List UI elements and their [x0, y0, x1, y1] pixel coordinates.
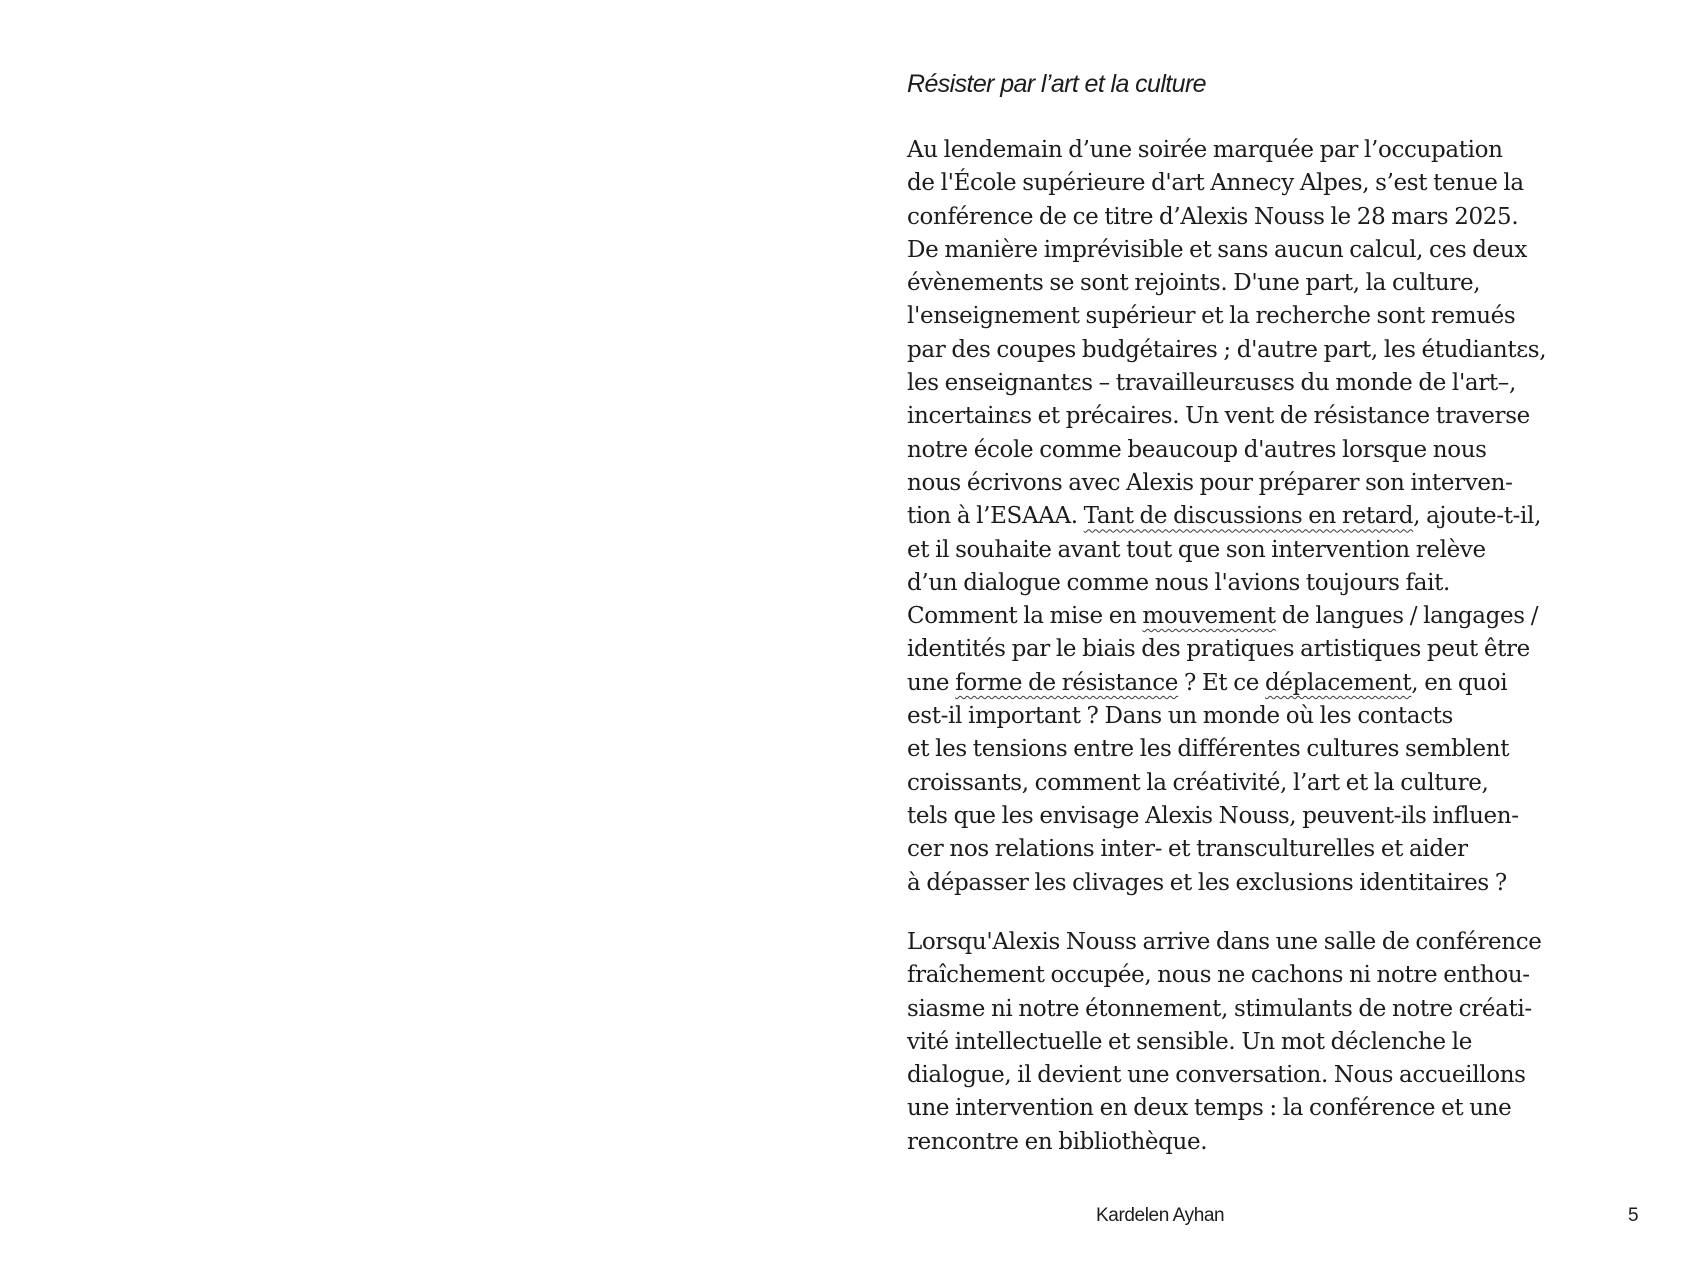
- text-segment: Comment la mise en: [907, 603, 1143, 630]
- text-line: [907, 500, 1667, 533]
- text-line: [907, 534, 1667, 567]
- text-line: [907, 633, 1667, 666]
- text-line: [907, 833, 1667, 866]
- text-line: [907, 700, 1667, 733]
- footer-author: Kardelen Ayhan: [1096, 1205, 1225, 1226]
- text-line: [907, 733, 1667, 766]
- text-line: [907, 201, 1667, 234]
- text-segment: par des coupes budgétaires ; d'autre part, les étudiantεs,: [907, 336, 1547, 363]
- text-line: [907, 400, 1667, 433]
- text-segment: cer nos relations inter- et transculturelles et aider: [907, 836, 1468, 863]
- text-segment: ? Et ce: [1178, 669, 1266, 696]
- text-segment: d’un dialogue comme nous l'avions toujours fait.: [907, 569, 1450, 596]
- text-line: [907, 926, 1667, 959]
- text-segment: l'enseignement supérieur et la recherche sont remués: [907, 303, 1516, 330]
- text-line: [907, 300, 1667, 333]
- paragraph-1: [907, 134, 1667, 900]
- text-segment: les enseignantεs – travailleurεusεs du monde de l'art–,: [907, 370, 1516, 397]
- text-line: [907, 1092, 1667, 1125]
- text-segment: tion à l’ESAAA.: [907, 503, 1084, 530]
- text-segment: , en quoi: [1411, 669, 1508, 696]
- text-line: [907, 800, 1667, 833]
- text-line: [907, 600, 1667, 633]
- text-segment: tels que les envisage Alexis Nouss, peuvent-ils influen-: [907, 802, 1519, 829]
- text-line: [907, 434, 1667, 467]
- text-segment: notre école comme beaucoup d'autres lorsque nous: [907, 436, 1487, 463]
- text-line: [907, 134, 1667, 167]
- text-segment: de langues / langages /: [1275, 603, 1539, 630]
- text-segment: vité intellectuelle et sensible. Un mot déclenche le: [907, 1028, 1473, 1055]
- text-line: [907, 234, 1667, 267]
- text-line: [907, 959, 1667, 992]
- text-segment: une: [907, 669, 956, 696]
- text-segment: conférence de ce titre d’Alexis Nouss le 28 mars 2025.: [907, 203, 1519, 230]
- text-segment: et il souhaite avant tout que son intervention relève: [907, 536, 1486, 563]
- text-segment: croissants, comment la créativité, l’art et la culture,: [907, 769, 1489, 796]
- text-segment: fraîchement occupée, nous ne cachons ni notre enthou-: [907, 962, 1530, 989]
- text-segment: identités par le biais des pratiques artistiques peut être: [907, 636, 1530, 663]
- text-segment: Lorsqu'Alexis Nouss arrive dans une salle de conférence: [907, 929, 1542, 955]
- text-line: [907, 334, 1667, 367]
- text-segment: nous écrivons avec Alexis pour préparer son interven-: [907, 469, 1513, 496]
- text-line: [907, 1126, 1667, 1159]
- text-segment: est-il important ? Dans un monde où les contacts: [907, 703, 1453, 730]
- text-line: [907, 267, 1667, 300]
- text-segment: évènements se sont rejoints. D'une part, la culture,: [907, 270, 1481, 297]
- text-line: [907, 1026, 1667, 1059]
- left-page-blank: [0, 0, 850, 1276]
- text-line: [907, 993, 1667, 1026]
- text-segment: incertainεs et précaires. Un vent de résistance traverse: [907, 403, 1530, 430]
- text-segment: Au lendemain d’une soirée marquée par l’occupation: [907, 137, 1503, 163]
- emphasized-phrase: Tant de discussions en retard: [1083, 503, 1414, 530]
- paragraph-2: [907, 926, 1667, 1159]
- text-segment: et les tensions entre les différentes cultures semblent: [907, 736, 1510, 763]
- text-segment: à dépasser les clivages et les exclusions identitaires ?: [907, 869, 1507, 896]
- page-number: 5: [1628, 1205, 1639, 1226]
- emphasized-phrase: mouvement: [1142, 603, 1276, 630]
- emphasized-phrase: forme de résistance: [955, 669, 1179, 696]
- text-segment: dialogue, il devient une conversation. Nous accueillons: [907, 1062, 1526, 1089]
- text-line: [907, 667, 1667, 700]
- text-segment: De manière imprévisible et sans aucun calcul, ces deux: [907, 236, 1527, 263]
- section-title: Résister par l’art et la culture: [907, 70, 1206, 98]
- emphasized-phrase: déplacement: [1265, 669, 1412, 696]
- text-segment: , ajoute-t-il,: [1413, 503, 1542, 530]
- text-line: [907, 167, 1667, 200]
- text-line: [907, 867, 1667, 900]
- text-line: [907, 367, 1667, 400]
- text-segment: de l'École supérieure d'art Annecy Alpes, s’est tenue la: [907, 170, 1524, 197]
- text-line: [907, 1059, 1667, 1092]
- text-segment: rencontre en bibliothèque.: [907, 1128, 1208, 1155]
- text-segment: une intervention en deux temps : la conférence et une: [907, 1095, 1512, 1122]
- text-segment: siasme ni notre étonnement, stimulants de notre créati-: [907, 995, 1532, 1022]
- text-line: [907, 567, 1667, 600]
- text-line: [907, 767, 1667, 800]
- text-line: [907, 467, 1667, 500]
